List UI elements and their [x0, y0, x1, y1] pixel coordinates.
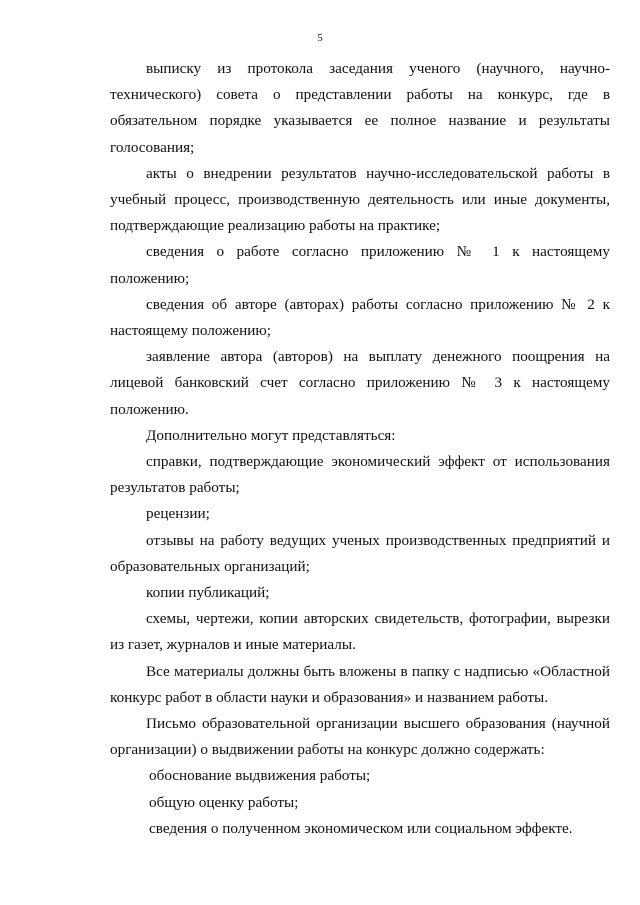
paragraph-payment-application: заявление автора (авторов) на выплату денежного поощрения на лицевой банковский счет согласно приложению № 3 к настоящему положению. [110, 348, 610, 418]
paragraph-overall-assessment: общую оценку работы; [149, 793, 299, 811]
paragraph-effect-info: сведения о полученном экономическом или социальном эффекте. [149, 819, 573, 837]
paragraph-publications: копии публикаций; [146, 584, 270, 602]
paragraph-work-info: сведения о работе согласно приложению № 1 к настоящему положению; [110, 243, 610, 287]
paragraph-justification: обоснование выдвижения работы; [149, 767, 371, 785]
paragraph-letter-intro: Письмо образовательной организации высшего образования (научной организации) о выдвижении работы на конкурс должно содержать: [110, 715, 610, 759]
paragraph-economic-effect: справки, подтверждающие экономический эффект от использования результатов работы; [110, 453, 610, 497]
page-number: 5 [317, 32, 323, 44]
paragraph-author-info: сведения об авторе (авторах) работы согласно приложению № 2 к настоящему положению; [110, 295, 610, 340]
paragraph-schemes: схемы, чертежи, копии авторских свидетельств, фотографии, вырезки из газет, журналов и иные материалы. [110, 610, 610, 654]
paragraph-implementation-acts: акты о внедрении результатов научно-исследовательской работы в учебный процесс, производственную деятельность или иные документы, подтверждающие реализацию работы на практике; [110, 164, 610, 235]
paragraph-feedback: отзывы на работу ведущих ученых производственных предприятий и образовательных организаций; [110, 531, 610, 575]
paragraph-protocol-extract: выписку из протокола заседания ученого (научного, научно-технического) совета о представлении работы на конкурс, где в обязательном порядке указывается ее полное название и результаты голосования; [110, 60, 610, 156]
paragraph-reviews: рецензии; [146, 505, 210, 523]
document-body [110, 56, 610, 842]
paragraph-folder: Все материалы должны быть вложены в папку с надписью «Областной конкурс работ в области науки и образования» и названием работы. [110, 662, 610, 706]
paragraph-additional-intro: Дополнительно могут представляться: [146, 426, 396, 444]
